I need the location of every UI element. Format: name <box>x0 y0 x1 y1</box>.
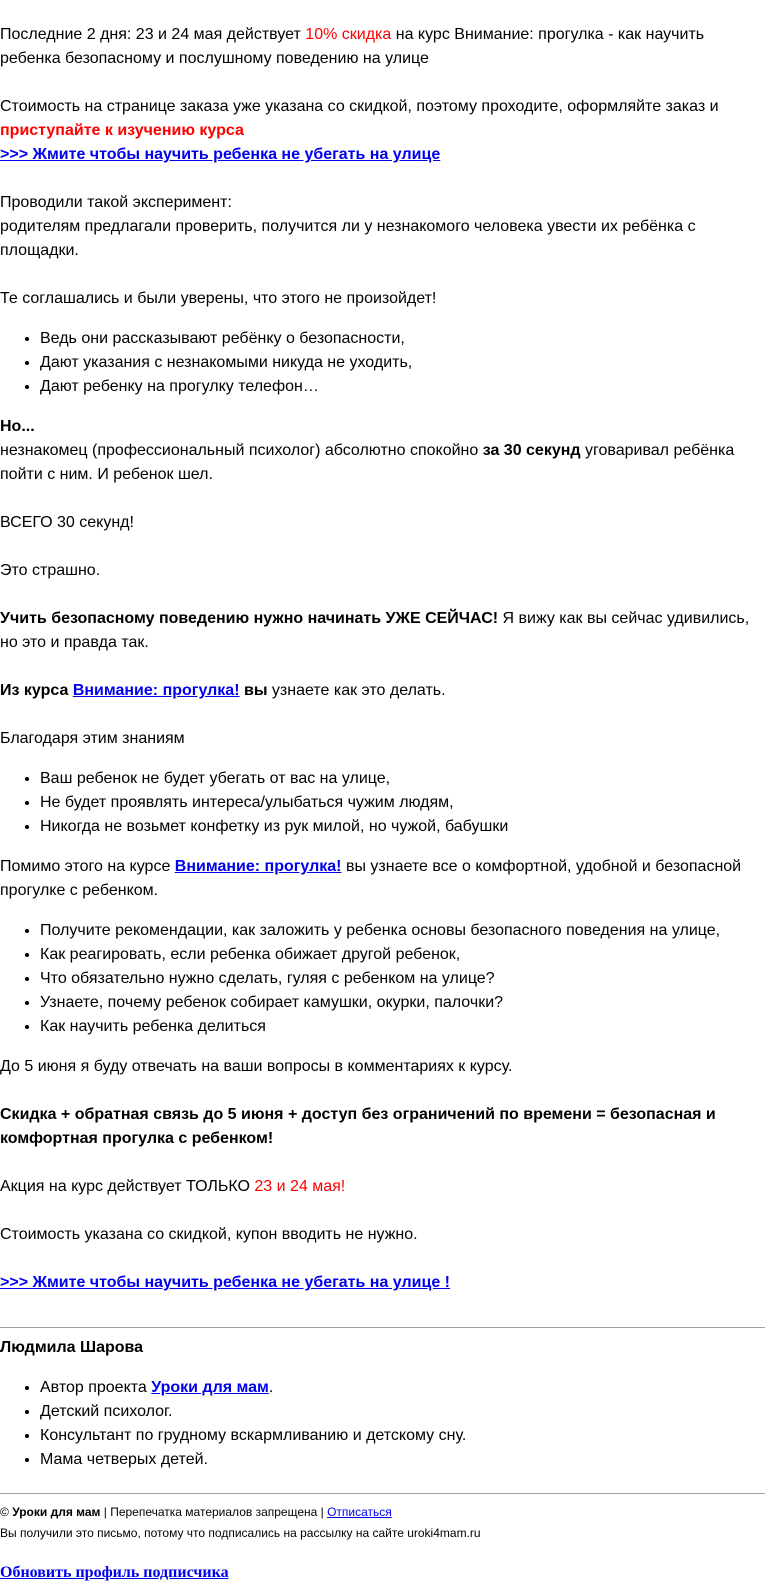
price-note-highlight: приступайте к изучению курса <box>0 122 244 139</box>
from-course-paragraph <box>0 679 765 703</box>
author-role-pre: Автор проекта <box>40 1379 152 1396</box>
update-profile-link[interactable]: Обновить профиль подписчика <box>0 1564 229 1581</box>
list-item: • Ваш ребенок не будет убегать от вас на улице, <box>40 767 765 791</box>
list-item: • Получите рекомендации, как заложить у ребенка основы безопасного поведения на улице, <box>40 919 765 943</box>
list-item: • Мама четверых детей. <box>40 1448 765 1472</box>
parents-list <box>0 327 765 399</box>
list-item: • Как научить ребенка делиться <box>40 1015 765 1039</box>
list-item: • Консультант по грудному вскармливанию и детскому сну. <box>40 1424 765 1448</box>
benefits-list <box>0 767 765 839</box>
promo-paragraph <box>0 1175 765 1199</box>
from-course-mid: вы <box>239 682 268 699</box>
course-link[interactable]: Внимание: прогулка! <box>174 858 342 875</box>
agreed-text: Те соглашались и были уверены, что этого не произойдет! <box>0 290 437 307</box>
discount-text: 10% скидка <box>305 26 392 43</box>
answers-text: До 5 июня я буду отвечать на ваши вопросы в комментариях к курсу. <box>0 1058 513 1075</box>
list-item: • Как реагировать, если ребенка обижает другой ребенок, <box>40 943 765 967</box>
project-link[interactable]: Уроки для мам <box>151 1379 269 1396</box>
besides-paragraph <box>0 855 765 903</box>
promo-pre: Акция на курс действует ТОЛЬКО <box>0 1178 255 1195</box>
footer-brand: Уроки для мам <box>12 1505 101 1519</box>
list-item <box>40 1376 765 1400</box>
from-course-post: узнаете как это делать. <box>267 682 446 699</box>
list-item: • Ведь они рассказывают ребёнку о безопасности, <box>40 327 765 351</box>
price-note <box>0 95 765 143</box>
footer-line <box>0 1502 765 1523</box>
footer-separator: | Перепечатка материалов запрещена | <box>100 1505 328 1519</box>
list-item: • Детский психолог. <box>40 1400 765 1424</box>
list-item: • Дают ребенку на прогулку телефон… <box>40 375 765 399</box>
unsubscribe-link[interactable]: Отписаться <box>327 1505 392 1519</box>
besides-pre: Помимо этого на курсе <box>0 858 175 875</box>
intro-prefix: Последние 2 дня: 23 и 24 мая действует <box>0 26 306 43</box>
but-pre: незнакомец (профессиональный психолог) абсолютно спокойно <box>0 442 483 459</box>
course-link[interactable]: Внимание: прогулка! <box>72 682 240 699</box>
intro-paragraph <box>0 23 765 71</box>
but-bold: за 30 секунд <box>482 442 581 459</box>
promo-dates: 23 и 24 мая! <box>254 1178 346 1195</box>
cta-link-top[interactable]: >>> Жмите чтобы научить ребенка не убегать на улице <box>0 146 441 163</box>
list-item: • Не будет проявлять интереса/улыбаться чужим людям, <box>40 791 765 815</box>
teach-rest: Я вижу как вы сейчас удивились, но это и правда так. <box>0 610 750 651</box>
copyright-sign: © <box>0 1505 9 1519</box>
coupon-text: Стоимость указана со скидкой, купон вводить не нужно. <box>0 1226 418 1243</box>
but-paragraph <box>0 439 765 487</box>
author-role-post: . <box>268 1379 274 1396</box>
experiment-title: Проводили такой эксперимент: <box>0 194 232 211</box>
besides-post: вы узнаете все о комфортной, удобной и безопасной прогулке с ребенком. <box>0 858 742 899</box>
price-note-text: Стоимость на странице заказа уже указана со скидкой, поэтому проходите, оформляйте заказ и <box>0 98 719 115</box>
only30-text: ВСЕГО 30 секунд! <box>0 514 134 531</box>
list-item: • Дают указания с незнакомыми никуда не уходить, <box>40 351 765 375</box>
teach-bold: Учить безопасному поведению нужно начинать УЖЕ СЕЙЧАС! <box>0 610 499 627</box>
cta-link-bottom[interactable]: >>> Жмите чтобы научить ребенка не убегать на улице ! <box>0 1274 450 1291</box>
footer-notice: Вы получили это письмо, потому что подписались на рассылку на сайте uroki4mam.ru <box>0 1526 481 1540</box>
topics-list <box>0 919 765 1039</box>
but-post: уговаривал ребёнка пойти с ним. И ребенок шел. <box>0 442 735 483</box>
scary-text: Это страшно. <box>0 562 101 579</box>
list-item: • Узнаете, почему ребенок собирает камушки, окурки, палочки? <box>40 991 765 1015</box>
experiment-text: родителям предлагали проверить, получится ли у незнакомого человека увести их ребёнка с площадки. <box>0 218 696 259</box>
thanks-text: Благодаря этим знаниям <box>0 730 185 747</box>
teach-paragraph <box>0 607 765 655</box>
intro-suffix: на курс Внимание: прогулка - как научить ребенка безопасному и послушному поведению на улице <box>0 26 705 67</box>
from-course-pre: Из курса <box>0 682 73 699</box>
but-title: Но... <box>0 418 35 435</box>
author-list <box>0 1376 765 1472</box>
author-name: Людмила Шарова <box>0 1339 144 1356</box>
list-item: • Что обязательно нужно сделать, гуляя с ребенком на улице? <box>40 967 765 991</box>
formula-text: Скидка + обратная связь до 5 июня + доступ без ограничений по времени = безопасная и комфортная прогулка с ребенком! <box>0 1106 716 1147</box>
list-item: • Никогда не возьмет конфетку из рук милой, но чужой, бабушки <box>40 815 765 839</box>
